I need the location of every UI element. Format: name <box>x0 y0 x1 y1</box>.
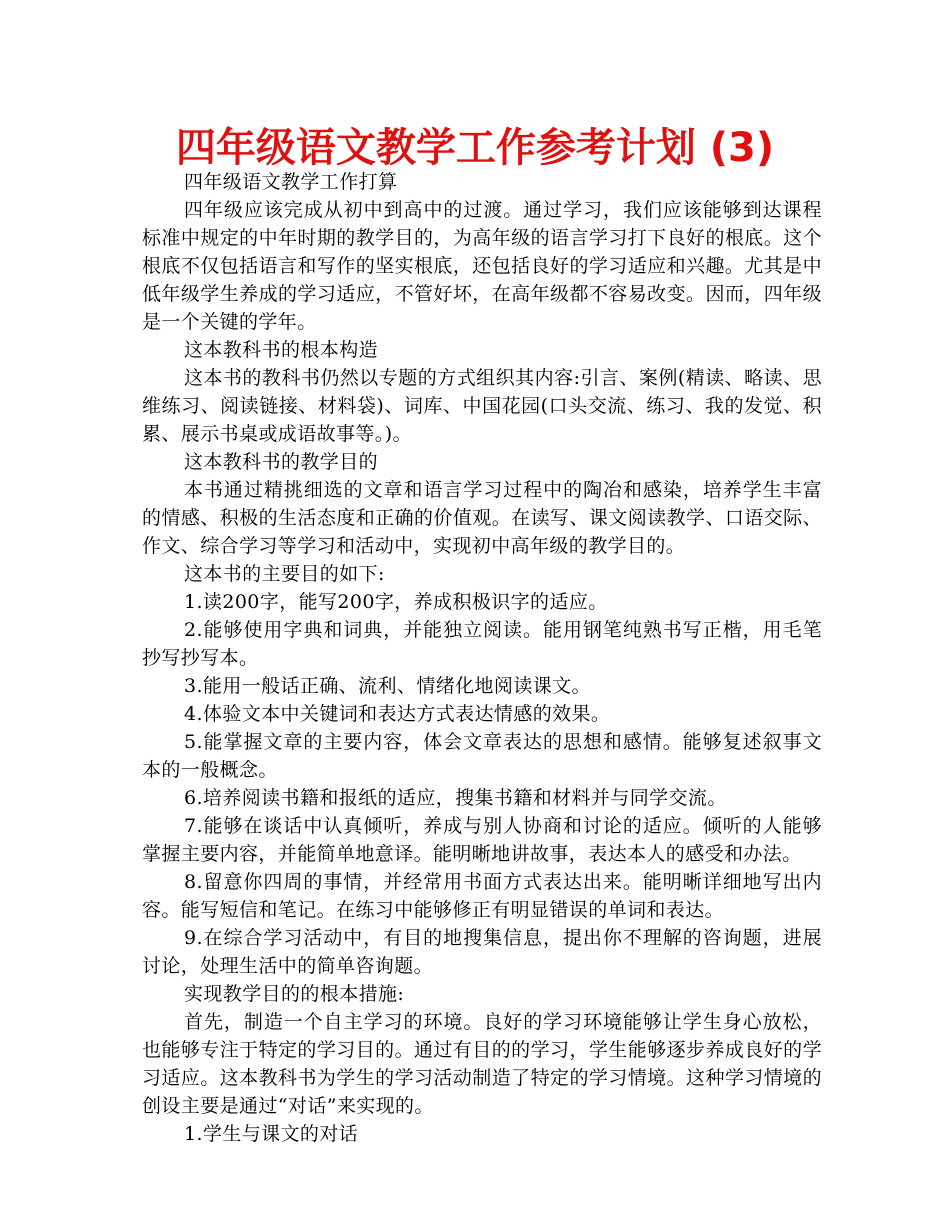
document-body <box>142 168 822 1148</box>
list-item-3: 3.能用一般话正确、流利、情绪化地阅读课文。 <box>184 675 591 697</box>
paragraph-6: 本书通过精挑细选的文章和语言学习过程中的陶冶和感染，培养学生丰富的情感、积极的生活态度和正确的价值观。在读写、课文阅读教学、口语交际、作文、综合学习等学习和活动中，实现初中高年级的教学目的。 <box>142 479 822 557</box>
list-item-7: 7.能够在谈话中认真倾听，养成与别人协商和讨论的适应。倾听的人能够掌握主要内容，并能简单地意译。能明晰地讲故事，表达本人的感受和办法。 <box>142 815 822 865</box>
list-item-2: 2.能够使用字典和词典，并能独立阅读。能用钢笔纯熟书写正楷，用毛笔抄写抄写本。 <box>142 619 822 669</box>
list-item-4: 4.体验文本中关键词和表达方式表达情感的效果。 <box>184 703 611 725</box>
paragraph-9: 首先，制造一个自主学习的环境。良好的学习环境能够让学生身心放松，也能够专注于特定的学习目的。通过有目的的学习，学生能够逐步养成良好的学习适应。这本教科书为学生的学习活动制造了特定的学习情境。这种学习情境的创设主要是通过“对话”来实现的。 <box>142 1011 822 1117</box>
paragraph-2: 四年级应该完成从初中到高中的过渡。通过学习，我们应该能够到达课程标准中规定的中年时期的教学目的，为高年级的语言学习打下良好的根底。这个根底不仅包括语言和写作的坚实根底，还包括良好的学习适应和兴趣。尤其是中低年级学生养成的学习适应，不管好坏，在高年级都不容易改变。因而，四年级是一个关键的学年。 <box>142 199 822 333</box>
paragraph-10: 1.学生与课文的对话 <box>184 1123 359 1145</box>
list-item-6: 6.培养阅读书籍和报纸的适应，搜集书籍和材料并与同学交流。 <box>184 787 727 809</box>
paragraph-4: 这本书的教科书仍然以专题的方式组织其内容:引言、案例(精读、略读、思维练习、阅读链接、材料袋)、词库、中国花园(口头交流、练习、我的发觉、积累、展示书桌或成语故事等。)。 <box>142 367 822 445</box>
paragraph-8: 实现教学目的的根本措施: <box>184 983 405 1005</box>
paragraph-5: 这本教科书的教学目的 <box>184 451 379 473</box>
paragraph-7: 这本书的主要目的如下: <box>184 563 385 585</box>
document-title: 四年级语文教学工作参考计划 (3) <box>175 125 775 171</box>
list-item-9: 9.在综合学习活动中，有目的地搜集信息，提出你不理解的咨询题，进展讨论，处理生活中的简单咨询题。 <box>142 927 822 977</box>
list-item-8: 8.留意你四周的事情，并经常用书面方式表达出来。能明晰详细地写出内容。能写短信和笔记。在练习中能够修正有明显错误的单词和表达。 <box>142 871 822 921</box>
list-item-1: 1.读200字，能写200字，养成积极识字的适应。 <box>184 591 608 613</box>
paragraph-1: 四年级语文教学工作打算 <box>184 171 398 193</box>
paragraph-3: 这本教科书的根本构造 <box>184 339 379 361</box>
list-item-5: 5.能掌握文章的主要内容，体会文章表达的思想和感情。能够复述叙事文本的一般概念。 <box>142 731 822 781</box>
